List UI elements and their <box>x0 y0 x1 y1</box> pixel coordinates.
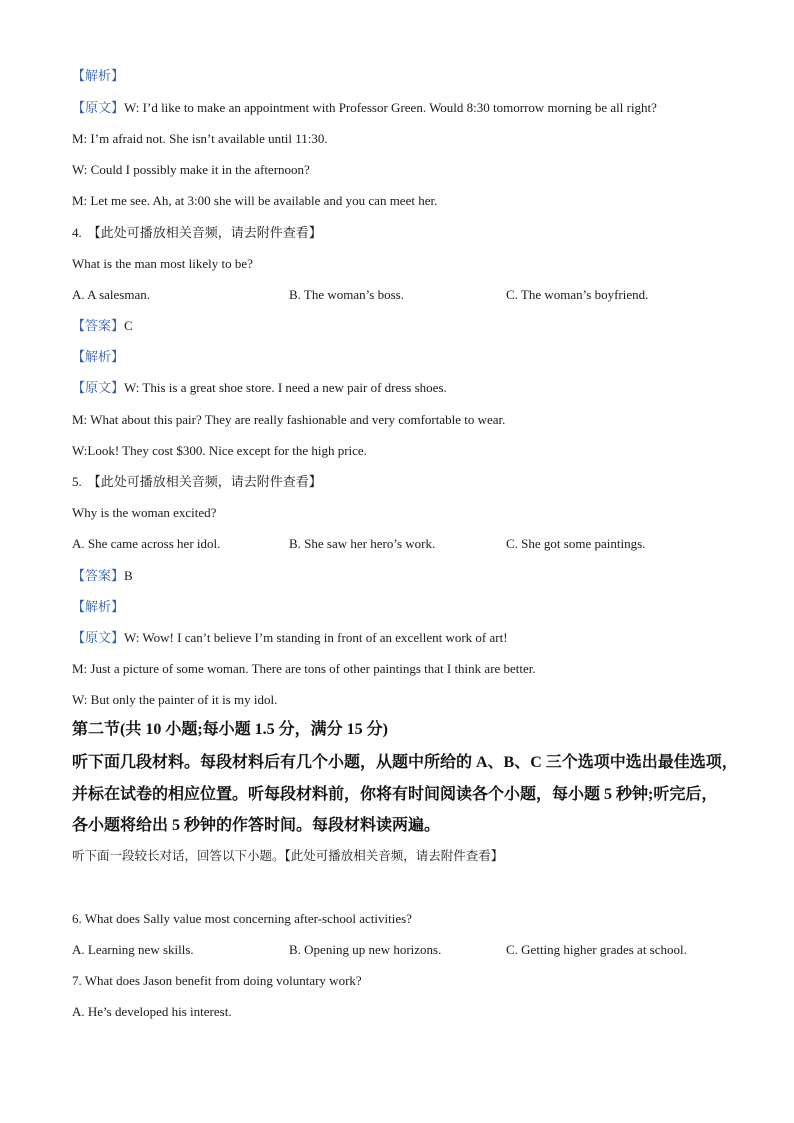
listening-intro <box>72 848 503 864</box>
question-header <box>72 474 322 490</box>
analysis-label: 【解析】 <box>72 599 125 614</box>
dialogue-line <box>72 380 447 396</box>
option-a: A. A salesman. <box>72 287 150 302</box>
dialogue-line: M: Just a picture of some woman. There are tons of other paintings that I think are better. <box>72 661 536 676</box>
question-text: Why is the woman excited? <box>72 505 217 520</box>
original-text-label: 【原文】 <box>72 100 125 115</box>
option-b: B. Opening up new horizons. <box>289 942 442 957</box>
analysis-label: 【解析】 <box>72 68 125 83</box>
answer-line <box>72 568 133 584</box>
answer-label: 【答案】 <box>72 318 125 333</box>
section-instructions-line: 并标在试卷的相应位置。听每段材料前，你将有时间阅读各个小题，每小题 5 秒钟;听完后， <box>72 786 718 803</box>
answer-value: C <box>124 318 133 333</box>
answer-label: 【答案】 <box>72 568 125 583</box>
audio-placeholder: 【此处可播放相关音频，请去附件查看】 <box>87 225 322 240</box>
answer-line <box>72 318 133 334</box>
question-header <box>72 225 322 241</box>
section-instructions-line: 听下面几段材料。每段材料后有几个小题，从题中所给的 A、B、C 三个选项中选出最佳选项， <box>72 754 738 771</box>
dialogue-line: W: Could I possibly make it in the afternoon? <box>72 162 310 177</box>
original-text-label: 【原文】 <box>72 380 125 395</box>
dialogue-line: M: What about this pair? They are really fashionable and very comfortable to wear. <box>72 412 506 427</box>
dialogue-line: M: Let me see. Ah, at 3:00 she will be available and you can meet her. <box>72 193 438 208</box>
question-text: 7. What does Jason benefit from doing voluntary work? <box>72 973 362 988</box>
dialogue-text: W: This is a great shoe store. I need a new pair of dress shoes. <box>124 380 447 395</box>
option-c: C. The woman’s boyfriend. <box>506 287 649 302</box>
dialogue-line: W: But only the painter of it is my idol. <box>72 692 278 707</box>
option-c: C. She got some paintings. <box>506 536 646 551</box>
question-number: 5. <box>72 474 82 489</box>
dialogue-line <box>72 630 508 646</box>
dialogue-text: W: Wow! I can’t believe I’m standing in front of an excellent work of art! <box>124 630 508 645</box>
option-b: B. She saw her hero’s work. <box>289 536 436 551</box>
dialogue-line: M: I’m afraid not. She isn’t available until 11:30. <box>72 131 328 146</box>
question-text: 6. What does Sally value most concerning after-school activities? <box>72 911 412 926</box>
option-a: A. She came across her idol. <box>72 536 221 551</box>
audio-placeholder: 【此处可播放相关音频，请去附件查看】 <box>87 474 322 489</box>
section-title: 第二节(共 10 小题;每小题 1.5 分，满分 15 分) <box>72 721 388 738</box>
option-a: A. He’s developed his interest. <box>72 1004 232 1019</box>
option-b: B. The woman’s boss. <box>289 287 404 302</box>
original-text-label: 【原文】 <box>72 630 125 645</box>
dialogue-text: W: I’d like to make an appointment with Professor Green. Would 8:30 tomorrow morning be all right? <box>124 100 657 115</box>
dialogue-line <box>72 100 657 116</box>
answer-value: B <box>124 568 133 583</box>
option-a: A. Learning new skills. <box>72 942 194 957</box>
audio-placeholder: 【此处可播放相关音频，请去附件查看】 <box>284 848 504 863</box>
dialogue-line: W:Look! They cost $300. Nice except for the high price. <box>72 443 367 458</box>
option-c: C. Getting higher grades at school. <box>506 942 687 957</box>
intro-text: 听下面一段较长对话，回答以下小题。 <box>72 848 285 863</box>
question-number: 4. <box>72 225 82 240</box>
section-instructions-line: 各小题将给出 5 秒钟的作答时间。每段材料读两遍。 <box>72 817 441 834</box>
question-text: What is the man most likely to be? <box>72 256 253 271</box>
analysis-label: 【解析】 <box>72 349 125 364</box>
